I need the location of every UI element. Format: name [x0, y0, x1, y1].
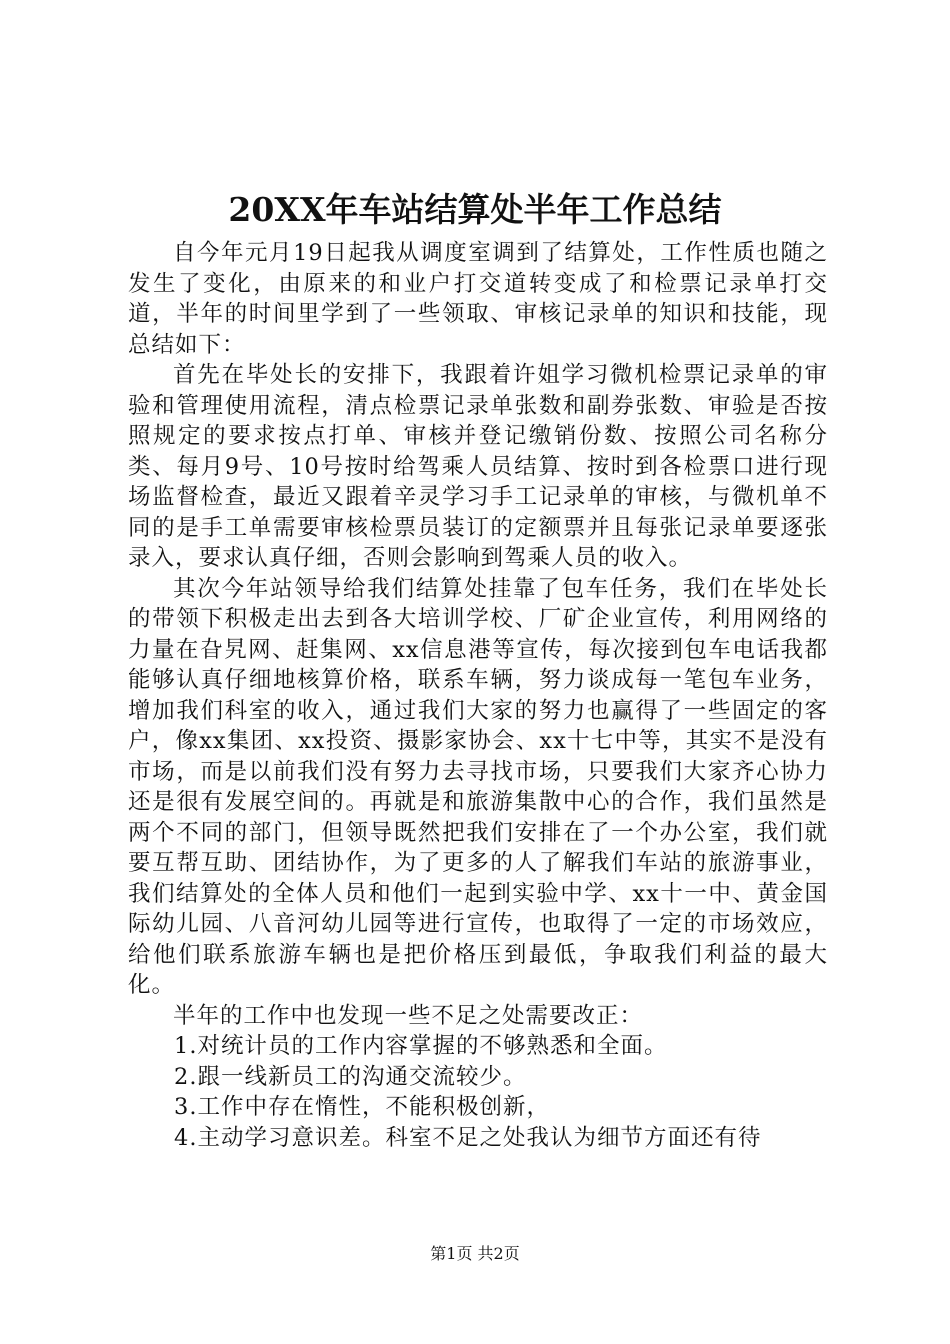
- paragraph-shortcomings: 半年的工作中也发现一些不足之处需要改正：: [173, 1002, 644, 1029]
- paragraph-first: 首先在毕处长的安排下，我跟着许姐学习微机检票记录单的审验和管理使用流程，清点检票记录单张数和副券张数、审验是否按照规定的要求按点打单、审核并登记缴销份数、按照公司名称分类、每月9号、10号按时给驾乘人员结算、按时到各检票口进行现场监督检查，最近又跟着辛灵学习手工记录单的审核，与微机单不同的是手工单需要审核检票员装订的定额票并且每张记录单要逐张录入，要求认真仔细，否则会影响到驾乘人员的收入。: [128, 362, 828, 571]
- page-title: 20XX年车站结算处半年工作总结: [228, 190, 722, 229]
- list-item: 1.对统计员的工作内容掌握的不够熟悉和全面。: [174, 1033, 668, 1059]
- document-body: [128, 238, 828, 1153]
- list-item: 4.主动学习意识差。科室不足之处我认为细节方面还有待: [174, 1124, 762, 1151]
- list-item: 3.工作中存在惰性，不能积极创新，: [174, 1094, 550, 1120]
- paragraph-second: 其次今年站领导给我们结算处挂靠了包车任务，我们在毕处长的带领下积极走出去到各大培训学校、厂矿企业宣传，利用网络的力量在旮旯网、赶集网、xx信息港等宣传，每次接到包车电话我都能够认真仔细地核算价格，联系车辆，努力谈成每一笔包车业务，增加我们科室的收入，通过我们大家的努力也赢得了一些固定的客户，像xx集团、xx投资、摄影家协会、xx十七中等，其实不是没有市场，而是以前我们没有努力去寻找市场，只要我们大家齐心协力还是很有发展空间的。再就是和旅游集散中心的合作，我们虽然是两个不同的部门，但领导既然把我们安排在了一个办公室，我们就要互帮互助、团结协作，为了更多的人了解我们车站的旅游事业，我们结算处的全体人员和他们一起到实验中学、xx十一中、黄金国际幼儿园、八音河幼儿园等进行宣传，也取得了一定的市场效应，给他们联系旅游车辆也是把价格压到最低，争取我们利益的最大化。: [128, 575, 828, 998]
- paragraph-intro: 自今年元月19日起我从调度室调到了结算处，工作性质也随之发生了变化，由原来的和业户打交道转变成了和检票记录单打交道，半年的时间里学到了一些领取、审核记录单的知识和技能，现总结如下：: [128, 240, 828, 358]
- list-item: 2.跟一线新员工的沟通交流较少。: [174, 1063, 527, 1090]
- page-footer: 第1页 共2页: [430, 1244, 520, 1263]
